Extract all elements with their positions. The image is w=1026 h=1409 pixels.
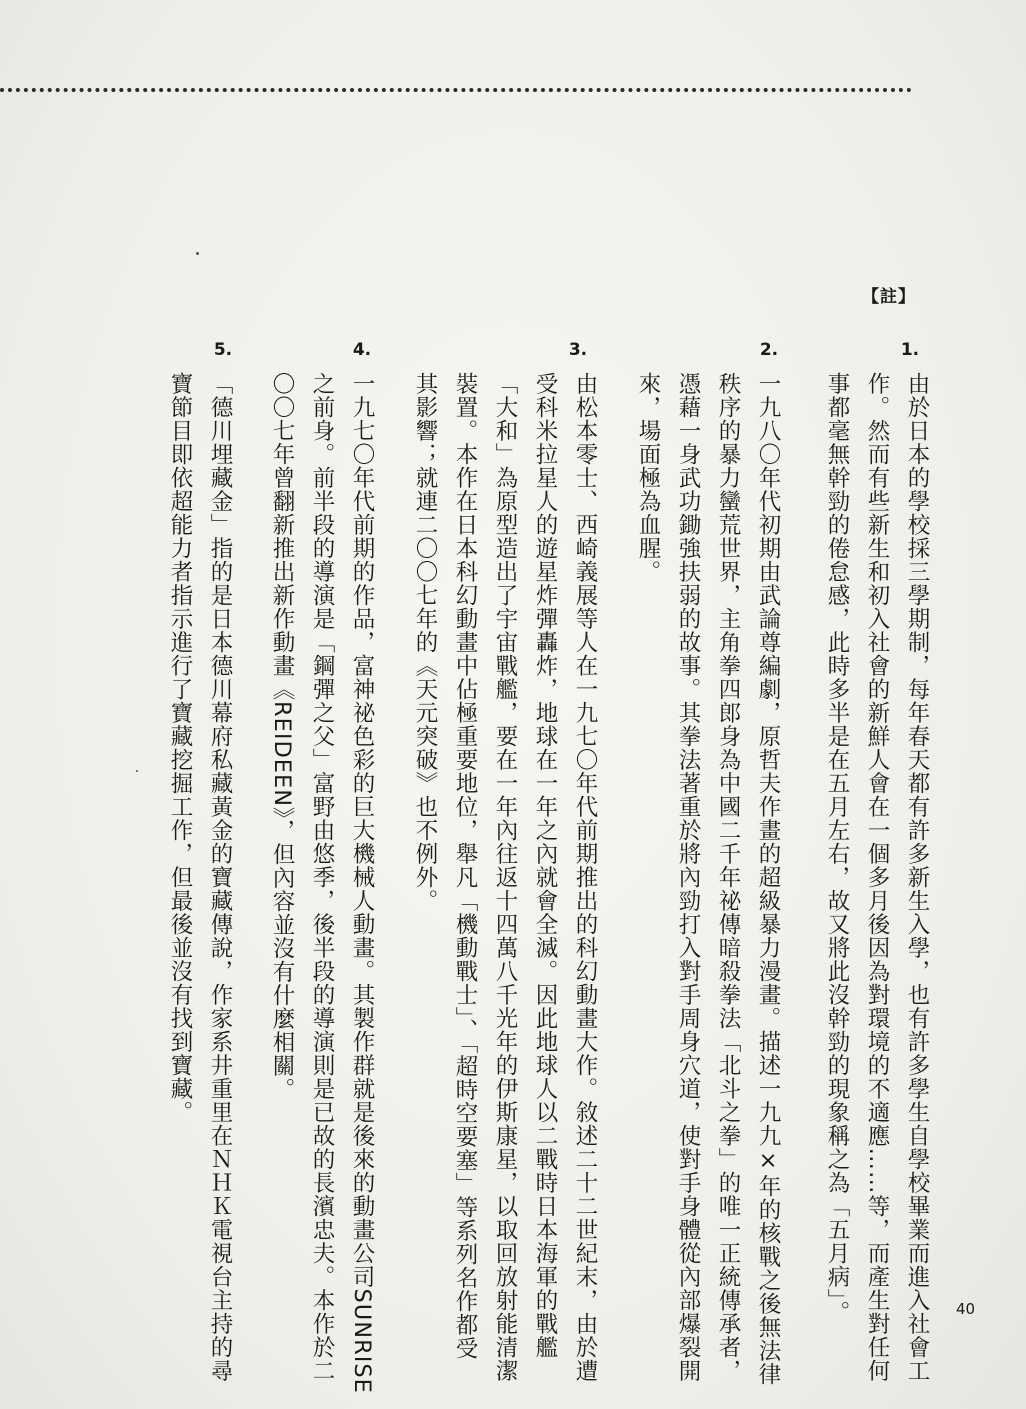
note-4-line: 之前身。前半段的導演是「鋼彈之父」富野由悠季，後半段的導演則是已故的長濱忠夫。本作於二 bbox=[309, 372, 335, 1383]
note-2-line: 一九八〇年代初期由武論尊編劇，原哲夫作畫的超級暴力漫畫。描述一九九×年的核戰之後無法律 bbox=[755, 372, 781, 1386]
note-1-number: 1. bbox=[900, 340, 920, 360]
note-4-number: 4. bbox=[352, 340, 372, 360]
note-2-line: 憑藉一身武功鋤強扶弱的故事。其拳法著重於將內勁打入對手周身穴道，使對手身體從內部爆裂開 bbox=[675, 372, 701, 1383]
note-2-line: 來，場面極為血腥。 bbox=[635, 372, 661, 584]
scan-speck bbox=[136, 770, 138, 772]
note-3-line: 其影響；就連二〇〇七年的《天元突破》也不例外。 bbox=[412, 372, 438, 913]
notes-heading: 【註】 bbox=[862, 287, 916, 307]
note-2-text bbox=[628, 372, 788, 1386]
note-3-line: 由松本零士、西崎義展等人在一九七〇年代前期推出的科幻動畫大作。敘述二十二世紀末，由於遭 bbox=[572, 372, 598, 1383]
note-2-line: 秩序的暴力蠻荒世界，主角拳四郎身為中國二千年祕傳暗殺拳法「北斗之拳」的唯一正統傳承者， bbox=[715, 372, 741, 1383]
page-number: 40 bbox=[956, 1300, 976, 1318]
note-4-text bbox=[262, 372, 382, 1394]
note-3-line: 受科米拉星人的遊星炸彈轟炸，地球在一年之內就會全滅。因此地球人以二戰時日本海軍的戰艦 bbox=[532, 372, 558, 1359]
note-5-line: 寶節目即依超能力者指示進行了寶藏挖掘工作，但最後並沒有找到寶藏。 bbox=[167, 372, 193, 1124]
note-3-text bbox=[405, 372, 605, 1383]
note-3-line: 「大和」為原型造出了宇宙戰艦，要在一年內往返十四萬八千光年的伊斯康星，以取回放射能清潔 bbox=[492, 372, 518, 1383]
note-4-line: 一九七〇年代前期的作品，富神祕色彩的巨大機械人動畫。其製作群就是後來的動畫公司SUNRISE bbox=[349, 372, 375, 1394]
note-1-text bbox=[817, 372, 937, 1383]
note-1-line: 由於日本的學校採三學期制，每年春天都有許多新生入學，也有許多學生自學校畢業而進入社會工 bbox=[904, 372, 930, 1383]
note-4-line: 〇〇七年曾翻新推出新作動畫《REIDEEN》，但內容並沒有什麼相關。 bbox=[269, 372, 295, 1102]
dotted-header-rule bbox=[0, 88, 912, 92]
scan-speck bbox=[196, 252, 199, 255]
note-3-number: 3. bbox=[568, 340, 588, 360]
note-5-line: 「德川埋藏金」指的是日本德川幕府私藏黃金的寶藏傳說，作家系井重里在ＮＨＫ電視台主持的尋 bbox=[207, 372, 233, 1383]
note-5-number: 5. bbox=[213, 340, 233, 360]
note-3-line: 裝置。本作在日本科幻動畫中佔極重要地位，舉凡「機動戰士」、「超時空要塞」等系列名作都受 bbox=[452, 372, 478, 1360]
note-5-text bbox=[160, 372, 240, 1383]
note-2-number: 2. bbox=[759, 340, 779, 360]
note-1-line: 作。然而有些新生和初入社會的新鮮人會在一個多月後因為對環境的不適應……等，而產生對任何 bbox=[864, 372, 890, 1383]
note-1-line: 事都毫無幹勁的倦怠感，此時多半是在五月左右，故又將此沒幹勁的現象稱之為「五月病」。 bbox=[824, 372, 850, 1325]
